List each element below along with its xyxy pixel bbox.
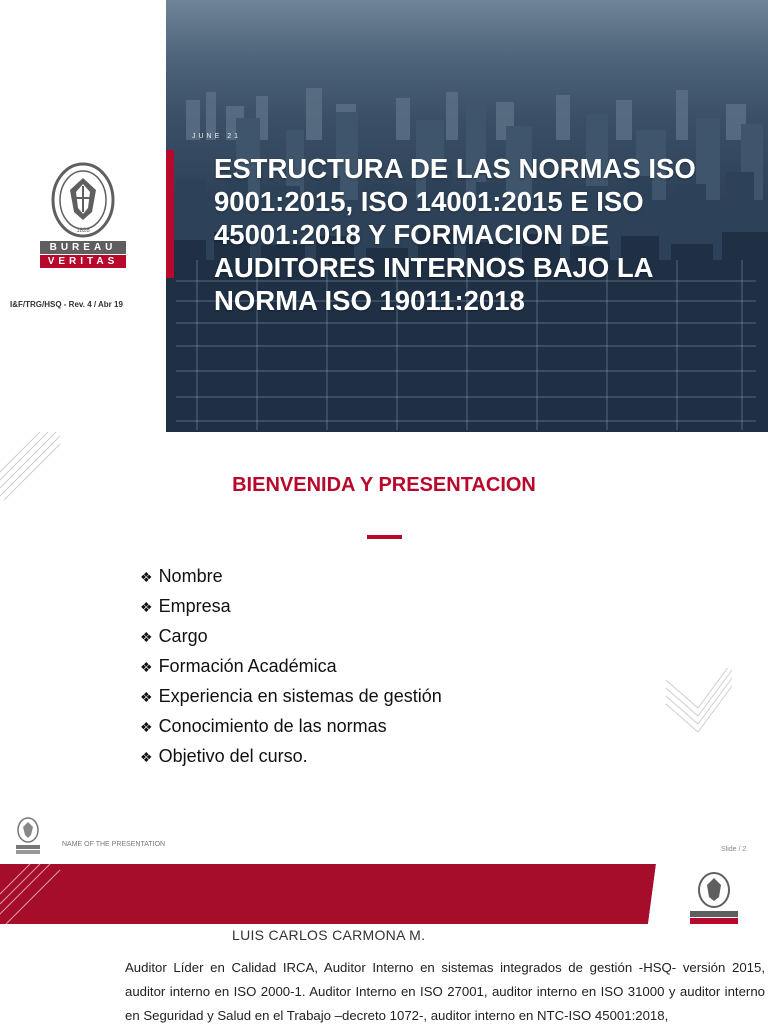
diamond-bullet-icon: ❖ xyxy=(140,599,153,615)
bureau-veritas-logo xyxy=(686,870,742,926)
diamond-bullet-icon: ❖ xyxy=(140,569,153,585)
revision-code: I&F/TRG/HSQ - Rev. 4 / Abr 19 xyxy=(10,300,123,309)
bullet-list xyxy=(140,562,442,772)
chevron-lines-decoration xyxy=(664,668,734,738)
list-item: ❖ Nombre xyxy=(140,566,223,586)
list-item: ❖ Conocimiento de las normas xyxy=(140,716,387,736)
list-item: ❖ Experiencia en sistemas de gestión xyxy=(140,686,442,706)
red-header-band xyxy=(0,864,768,924)
speaker-bio: Auditor Líder en Calidad IRCA, Auditor Interno en sistemas integrados de gestión -HSQ- versión 2015, auditor interno en ISO 2000-1. Auditor Interno en ISO 27001, auditor interno en ISO 31000 y auditor interno en Seguridad y Salud en el Trabajo –decreto 1072-, auditor interno en NTC-ISO 45001:2018, xyxy=(125,960,765,1023)
diamond-bullet-icon: ❖ xyxy=(140,659,153,675)
logo-word-veritas: VERITAS xyxy=(40,255,126,268)
diamond-bullet-icon: ❖ xyxy=(140,629,153,645)
welcome-slide xyxy=(0,432,768,864)
speaker-slide xyxy=(0,864,768,1024)
footer-presentation-name: NAME OF THE PRESENTATION xyxy=(62,841,166,848)
list-item: ❖ Cargo xyxy=(140,626,208,646)
heading-underline xyxy=(367,535,402,539)
svg-text:1828: 1828 xyxy=(76,228,90,234)
diamond-bullet-icon: ❖ xyxy=(140,749,153,765)
list-item: ❖ Empresa xyxy=(140,596,231,616)
footer-logo-icon xyxy=(12,816,44,856)
logo-word-bureau: BUREAU xyxy=(40,241,126,254)
diamond-bullet-icon: ❖ xyxy=(140,719,153,735)
title-slide xyxy=(0,0,768,432)
red-accent-bar xyxy=(166,150,174,278)
slide-number: Slide / 2 xyxy=(721,846,747,853)
speaker-name: LUIS CARLOS CARMONA M. xyxy=(232,927,426,943)
presentation-title: ESTRUCTURA DE LAS NORMAS ISO 9001:2015, ISO 14001:2015 E ISO 45001:2018 Y FORMACION DE AUDITORES INTERNOS BAJO LA NORMA ISO 19011:2018 xyxy=(214,153,696,316)
slide-heading: BIENVENIDA Y PRESENTACION xyxy=(232,474,536,496)
diamond-bullet-icon: ❖ xyxy=(140,689,153,705)
presentation-date: JUNE 21 xyxy=(192,133,242,140)
list-item: ❖ Objetivo del curso. xyxy=(140,746,308,766)
list-item: ❖ Formación Académica xyxy=(140,656,337,676)
